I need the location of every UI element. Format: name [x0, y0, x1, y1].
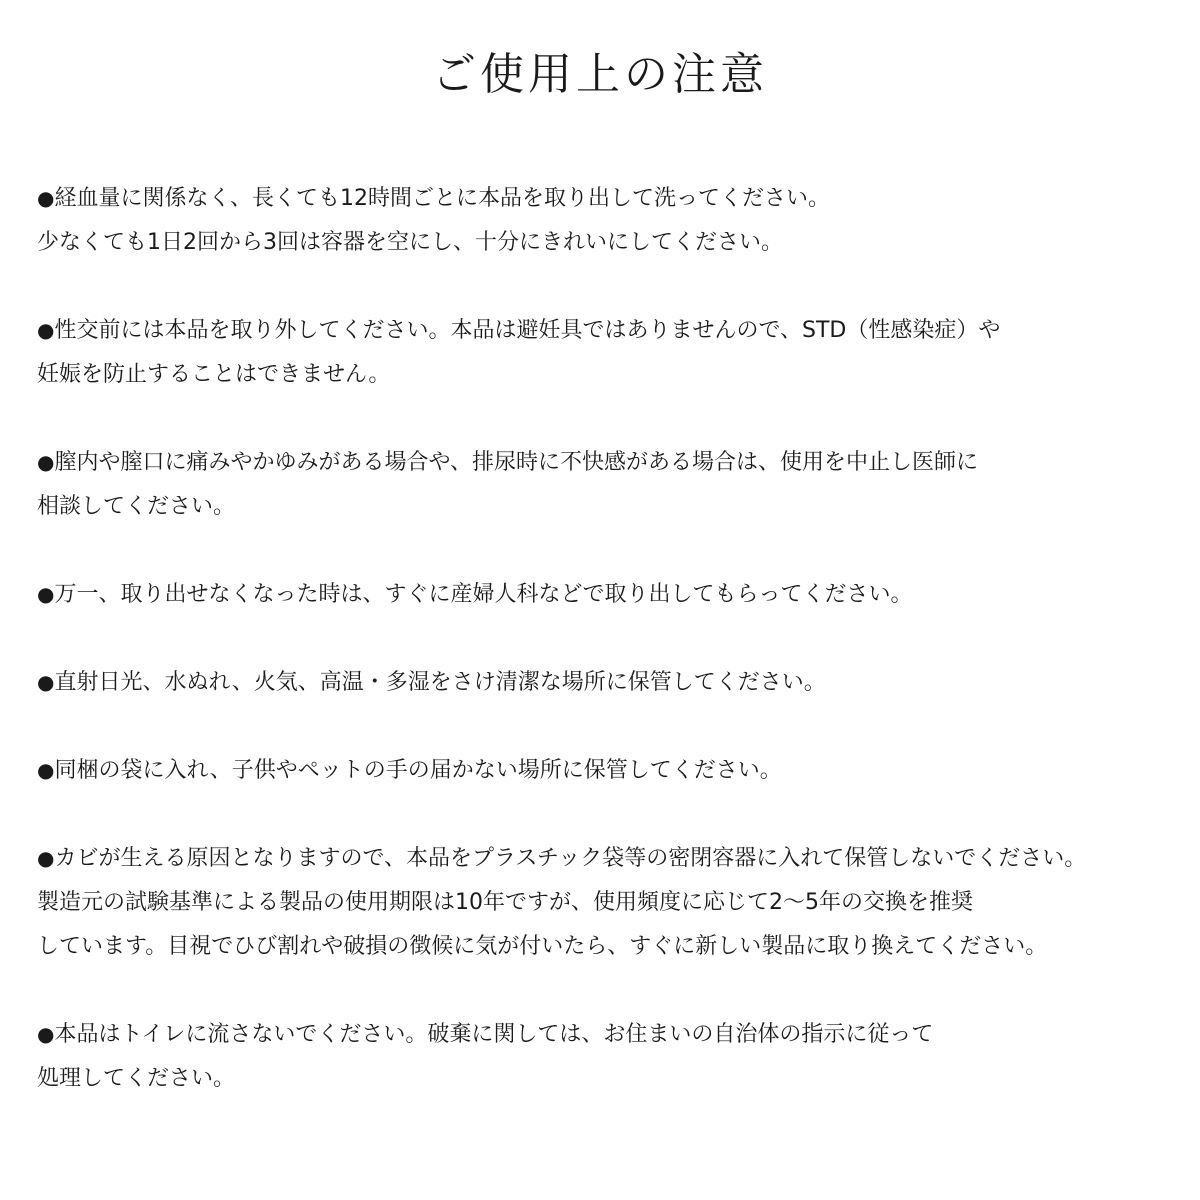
notice-text: 万一、取り出せなくなった時は、すぐに産婦人科などで取り出してもらってください。: [54, 582, 913, 607]
notice-text: 膣内や膣口に痛みやかゆみがある場合や、排尿時に不快感がある場合は、使用を中止し医師に: [54, 450, 979, 475]
notice-text: 本品はトイレに流さないでください。破棄に関しては、お住まいの自治体の指示に従って: [54, 1022, 934, 1047]
notice-item: [37, 572, 1197, 617]
bullet-icon: ●: [37, 758, 55, 782]
notice-item: [37, 176, 1197, 265]
notice-line: [37, 748, 1197, 793]
notice-line: しています。目視でひび割れや破損の徴候に気が付いたら、すぐに新しい製品に取り換えてください。: [37, 934, 1048, 959]
bullet-icon: ●: [37, 318, 55, 342]
notice-line: [37, 660, 1197, 705]
bullet-icon: ●: [37, 670, 55, 694]
notice-list: [37, 176, 1197, 1144]
notice-line: 少なくても1日2回から3回は容器を空にし、十分にきれいにしてください。: [37, 230, 783, 255]
notice-line: [37, 308, 1197, 353]
notice-line: [37, 1012, 1197, 1057]
notice-item: [37, 308, 1197, 397]
bullet-icon: ●: [37, 450, 55, 474]
notice-item: [37, 440, 1197, 529]
notice-text: 性交前には本品を取り外してください。本品は避妊具ではありませんので、STD（性感染症）や: [54, 318, 1001, 343]
notice-text: カビが生える原因となりますので、本品をプラスチック袋等の密閉容器に入れて保管しないでください。: [54, 846, 1087, 871]
bullet-icon: ●: [37, 846, 55, 870]
notice-line: 製造元の試験基準による製品の使用期限は10年ですが、使用頻度に応じて2〜5年の交換を推奨: [37, 890, 973, 915]
notice-text: 直射日光、水ぬれ、火気、高温・多湿をさけ清潔な場所に保管してください。: [54, 670, 826, 695]
notice-text: 経血量に関係なく、長くても12時間ごとに本品を取り出して洗ってください。: [54, 186, 831, 211]
notice-line: [37, 176, 1197, 221]
notice-line: 妊娠を防止することはできません。: [37, 362, 391, 387]
bullet-icon: ●: [37, 186, 55, 210]
page-title: ご使用上の注意: [432, 49, 768, 100]
notice-line: [37, 440, 1197, 485]
notice-item: [37, 1012, 1197, 1101]
notice-item: [37, 660, 1197, 705]
bullet-icon: ●: [37, 1022, 55, 1046]
notice-line: 処理してください。: [37, 1066, 236, 1091]
notice-item: [37, 748, 1197, 793]
notice-line: 相談してください。: [37, 494, 236, 519]
notice-item: [37, 836, 1197, 969]
bullet-icon: ●: [37, 582, 55, 606]
notice-line: [37, 836, 1197, 881]
notice-line: [37, 572, 1197, 617]
notice-text: 同梱の袋に入れ、子供やペットの手の届かない場所に保管してください。: [54, 758, 782, 783]
